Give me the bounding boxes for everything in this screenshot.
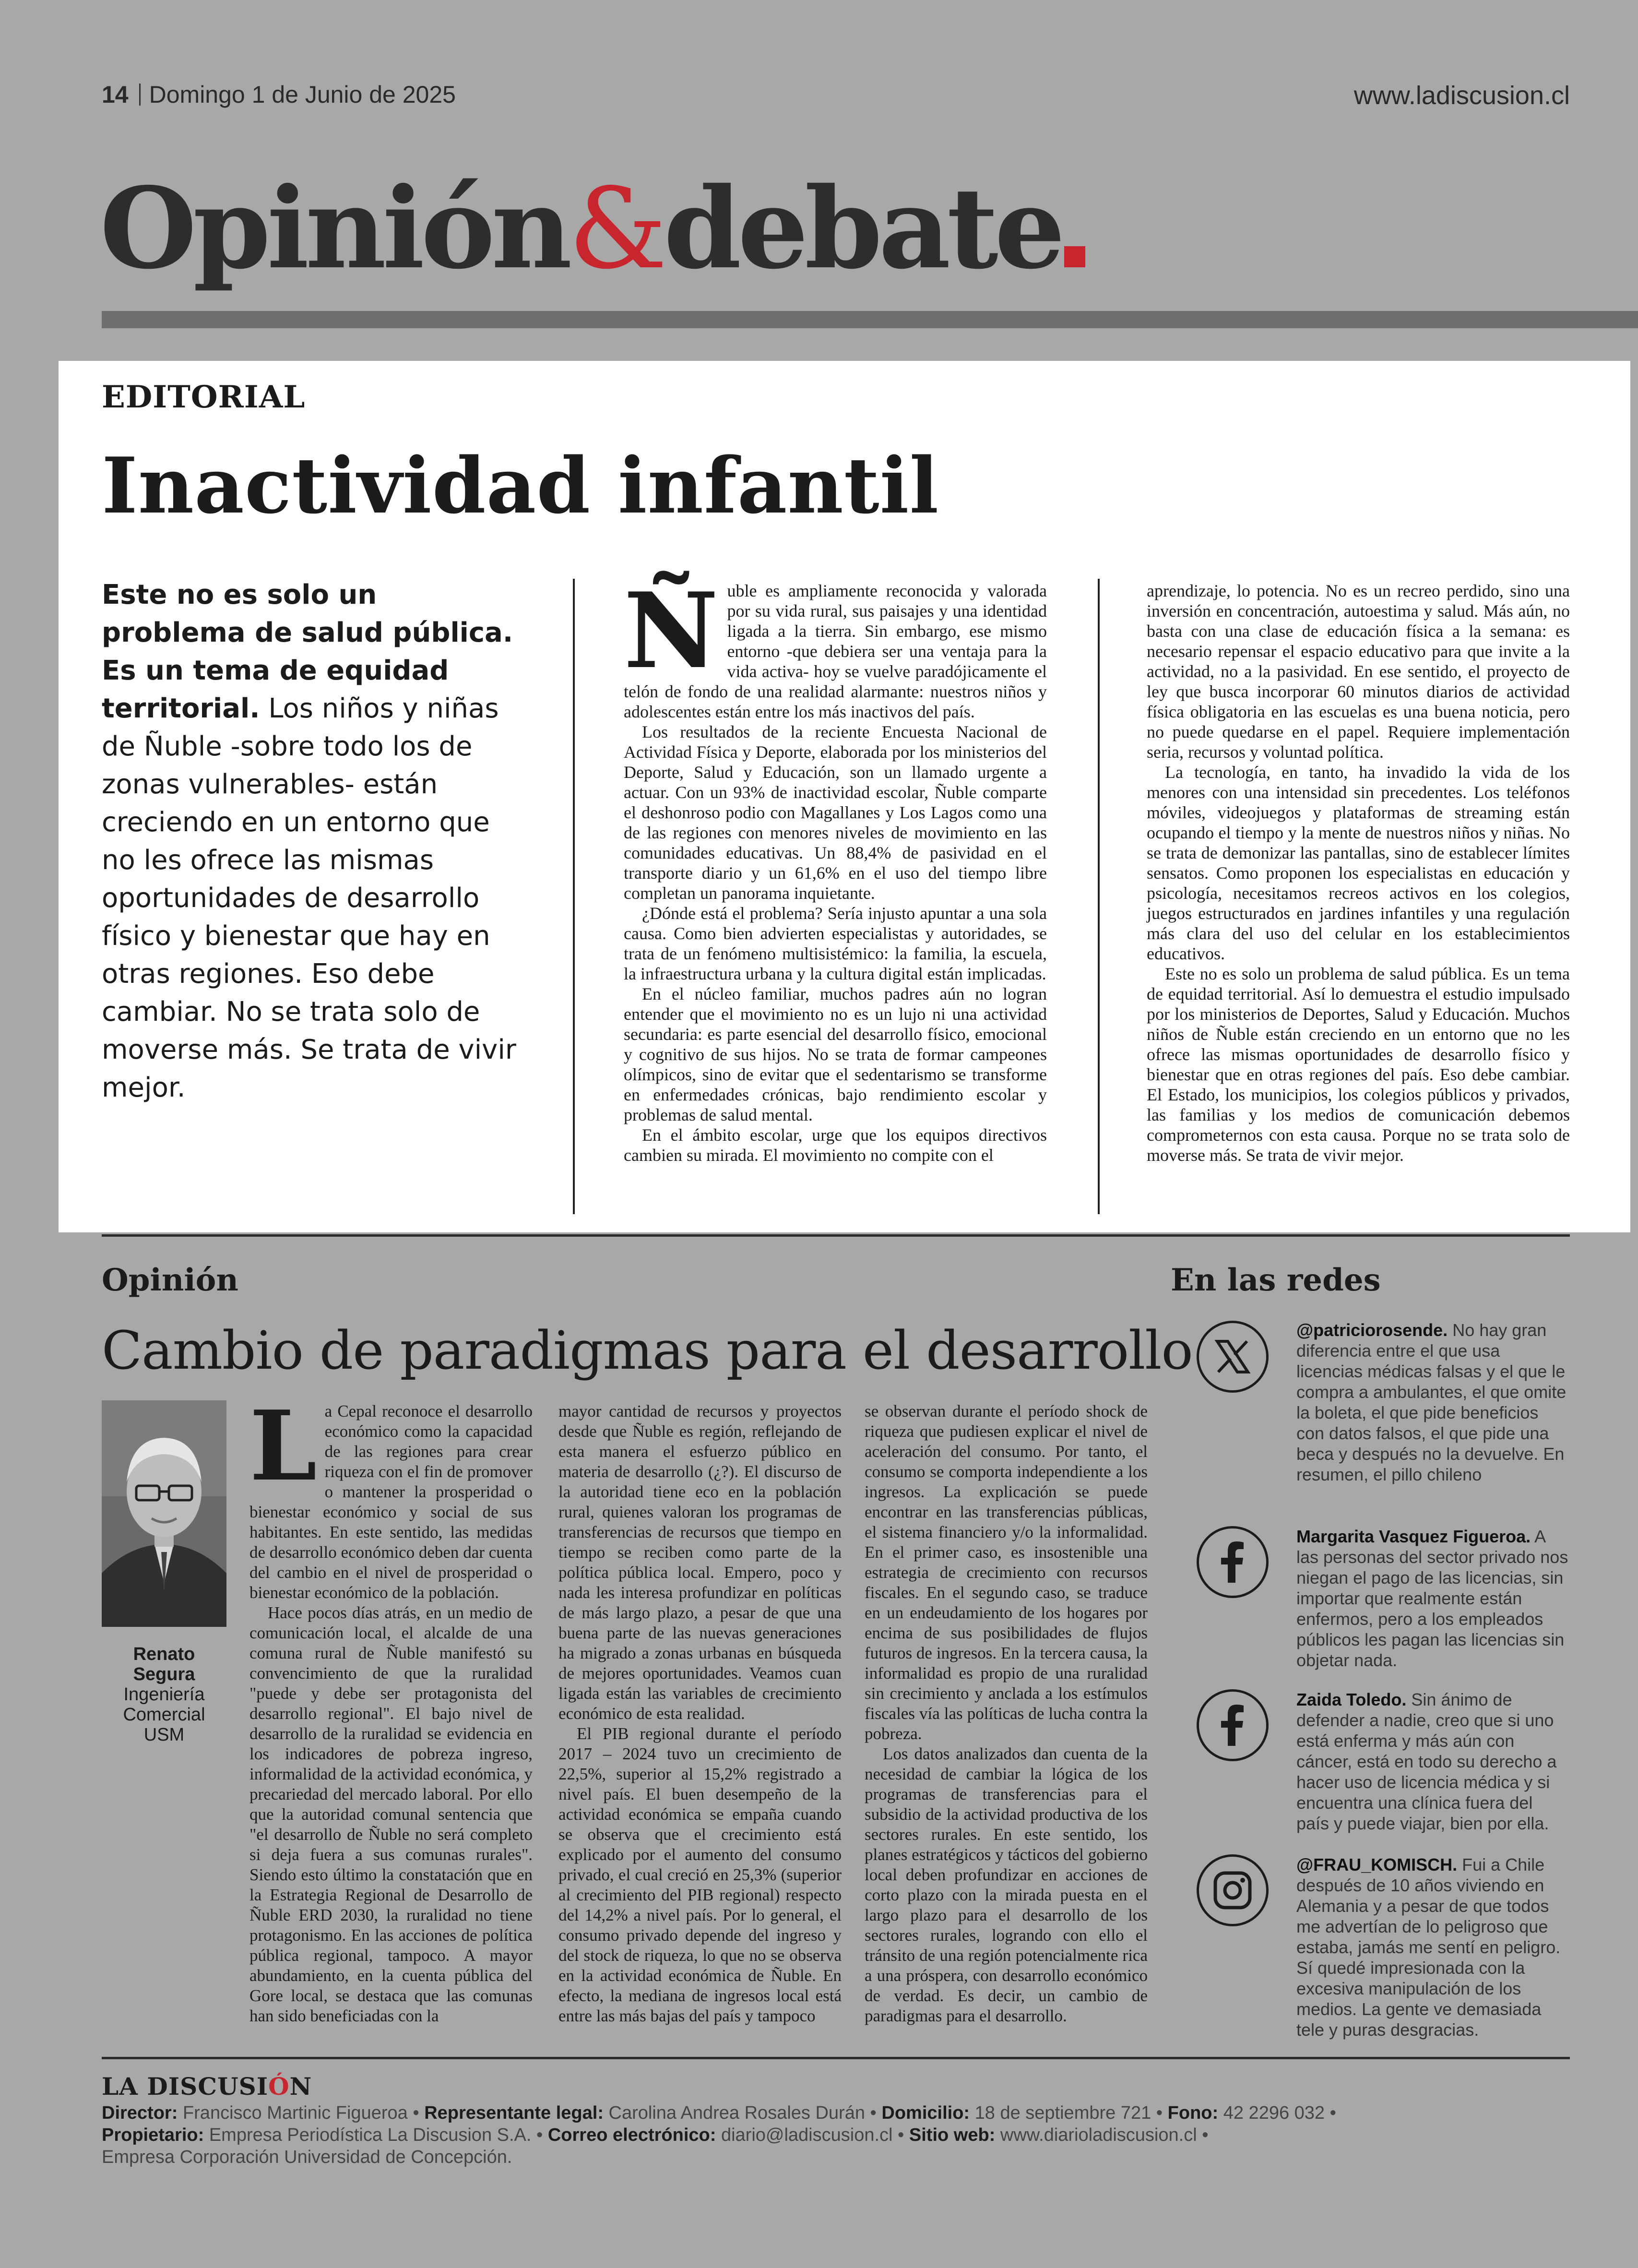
masthead-word-opinion: Opinión xyxy=(100,163,569,294)
social-label: En las redes xyxy=(1171,1262,1381,1298)
footer-logo-accent: Ó xyxy=(268,2072,290,2101)
editorial-lead-bold: Este no es solo un problema de salud pública. Es un tema de equidad territorial. xyxy=(102,579,513,724)
facebook-icon xyxy=(1197,1689,1269,1761)
footer-label: Representante legal: xyxy=(424,2103,604,2123)
x-icon xyxy=(1197,1321,1269,1393)
opinion-label: Opinión xyxy=(102,1262,238,1298)
editorial-paragraph: ¿Dónde está el problema? Sería injusto apuntar a una sola causa. Como bien advierten especialistas y autoridades, se trata de un fenómeno multisistémico: la familia, la escuela, la infraestructura urbana y la cultura digital están implicadas. xyxy=(624,904,1047,983)
footer-web-link[interactable]: www.diarioladiscusion.cl xyxy=(1000,2125,1197,2145)
column-divider xyxy=(1098,579,1100,1214)
footer-label: Director: xyxy=(102,2103,178,2123)
post-handle: @FRAU_KOMISCH. xyxy=(1296,1855,1458,1874)
post-text: No hay gran diferencia entre el que usa licencias médicas falsas y el que le compra a ambulantes, el que omite la boleta, el que pide beneficios con datos falsos, el que pide una beca y después no la devuelve. En resumen, el pillo chileno xyxy=(1296,1320,1567,1484)
issue-date: Domingo 1 de Junio de 2025 xyxy=(149,81,456,108)
editorial-paragraph: En el núcleo familiar, muchos padres aún no logran entender que el movimiento no es un lujo ni una actividad secundaria: es parte esencial del desarrollo físico, emocional y cognitivo de sus hijos. No se trata de formar campeones olímpicos, sino de evitar que el sedentarismo se transforme en enfermedades crónicas, bajo rendimiento escolar y problemas de salud mental. xyxy=(624,984,1047,1124)
post-text: Sin ánimo de defender a nadie, creo que si uno está enferma y más aún con cáncer, está en todo su derecho a hacer uso de licencia médica y si encuentra una clínica fuera del país y puede viajar, bien por ella. xyxy=(1296,1690,1557,1833)
author-portrait-icon xyxy=(102,1400,226,1627)
section-masthead xyxy=(100,163,1085,294)
footer-credits xyxy=(102,2102,1541,2168)
footer-value: Empresa Periodística La Discusion S.A. xyxy=(209,2125,532,2145)
editorial-paragraph: uble es ampliamente reconocida y valorada por su vida rural, sus paisajes y una identidad ligada a la tierra. Sin embargo, ese mismo entorno -que debiera ser una ventaja para la vida activa- hoy se vuelve paradójicamente el telón de fondo de una realidad alarmante: nuestros niños y adolescentes están entre los más inactivos del país. xyxy=(624,581,1047,721)
post-handle: Zaida Toledo. xyxy=(1296,1690,1407,1709)
footer-label: Propietario: xyxy=(102,2125,204,2145)
social-post xyxy=(1296,1320,1570,1485)
post-text: Fui a Chile después de 10 años viviendo en Alemania y a pesar de que todos me advertían de lo peligroso que estaba, jamás me sentí en peligro. Sí quedé impresionada con la excesiva manipulación de los medios. La gente ve demasiada tele y puras desgracias. xyxy=(1296,1855,1561,2040)
footer-line-1: Director: Francisco Martinic Figueroa • Representante legal: Carolina Andrea Rosales Durán • Domicilio: 18 de septiembre 721 • Fono: 42 2296 032 • xyxy=(102,2103,1336,2123)
editorial-title: Inactividad infantil xyxy=(102,441,939,531)
masthead-word-debate: debate xyxy=(664,163,1062,294)
page-header-left xyxy=(102,81,456,108)
opinion-column-3 xyxy=(865,1401,1148,2026)
editorial-drop-cap: Ñ xyxy=(624,570,719,692)
footer-value: 42 2296 032 xyxy=(1223,2103,1325,2123)
editorial-column-2 xyxy=(624,570,1047,1165)
author-first-name: Renato xyxy=(133,1644,195,1664)
opinion-paragraph: El PIB regional durante el período 2017 – 2024 tuvo un crecimiento de 22,5%, superior al 15,2% registrado a nivel país. El buen desempeño de la actividad económica se empaña cuando se observa que el crecimiento está explicado por el aumento del consumo privado, el cual creció en 25,3% (superior al crecimiento del PIB regional) respecto del 14,2% a nivel país. Por lo general, el consumo privado depende del ingreso y del stock de riqueza, lo que no se observa en la actividad económica de Ñuble. En efecto, la mediana de ingresos local está entre las más bajas del país y tampoco xyxy=(558,1724,842,2025)
column-divider xyxy=(573,579,575,1214)
footer-label: Fono: xyxy=(1167,2103,1219,2123)
footer-rule xyxy=(102,2057,1570,2059)
post-handle: @patriciorosende. xyxy=(1296,1320,1448,1340)
opinion-paragraph: se observan durante el período shock de riqueza que pudiesen explicar el nivel de aceleración del consumo. Por tanto, el consumo se comporta independiente a los ingresos. La explicación se puede encontrar en las transferencias públicas, el sistema financiero y/o la informalidad. En el primer caso, es insostenible una estrategia de crecimiento con recursos fiscales. En el segundo caso, se traduce en un endeudamiento de los hogares por encima de sus posibilidades de flujos futuros de ingresos. En la tercera causa, la informalidad es propio de una ruralidad sin crecimiento y anclada a los estímulos fiscales vía las políticas de lucha contra la pobreza. xyxy=(865,1402,1148,1743)
post-handle: Margarita Vasquez Figueroa. xyxy=(1296,1527,1531,1546)
editorial-label: EDITORIAL xyxy=(102,379,306,415)
social-post xyxy=(1296,1526,1570,1671)
editorial-lead xyxy=(102,576,519,1107)
editorial-paragraph: aprendizaje, lo potencia. No es un recreo perdido, sino una inversión en concentración, autoestima y salud. Más aún, no basta con una clase de educación física a la semana: es necesario repensar el espacio educativo para que invite a la actividad, no a la pasividad. En ese sentido, el proyecto de ley que busca incorporar 60 minutos diarios de actividad física obligatoria en las escuelas es una buena noticia, pero no puede quedarse en el papel. Requiere implementación seria, recursos y voluntad política. xyxy=(1147,581,1570,762)
editorial-paragraph: Los resultados de la reciente Encuesta Nacional de Actividad Física y Deporte, elaborada por los ministerios del Deporte, Salud y Educación, son un llamado urgente a actuar. Con un 93% de inactividad escolar, Ñuble comparte el deshonroso podio con Magallanes y Los Lagos como una de las regiones con menores niveles de movimiento en las comunidades educativas. Un 88,4% de pasividad en el transporte diario y un 61,6% en el uso del tiempo libre completan un panorama inquietante. xyxy=(624,722,1047,903)
website-link[interactable]: www.ladiscusion.cl xyxy=(1353,81,1570,110)
editorial-lead-text: Los niños y niñas de Ñuble -sobre todo los de zonas vulnerables- están creciendo en un entorno que no les ofrece las mismas oportunidades de desarrollo físico y bienestar que hay en otras regiones. Eso debe cambiar. No se trata solo de moverse más. Se trata de vivir mejor. xyxy=(102,693,516,1103)
author-credit xyxy=(102,1644,226,1745)
footer-logo-text: LA DISCUSI xyxy=(102,2072,269,2101)
masthead-red-dot xyxy=(1064,246,1085,267)
footer-logo xyxy=(102,2072,312,2101)
footer-label: Correo electrónico: xyxy=(547,2125,716,2145)
page-number: 14 xyxy=(102,81,129,108)
footer-line-2: Propietario: Empresa Periodística La Discusion S.A. • Correo electrónico: diario@ladiscusion.cl • Sitio web: www.diarioladiscusion.cl • xyxy=(102,2125,1209,2145)
footer-label: Sitio web: xyxy=(909,2125,996,2145)
opinion-column-2 xyxy=(558,1401,842,2026)
opinion-drop-cap: L xyxy=(249,1390,317,1503)
social-post xyxy=(1296,1854,1570,2040)
editorial-column-3 xyxy=(1147,581,1570,1165)
instagram-icon xyxy=(1197,1854,1269,1926)
masthead-rule xyxy=(102,311,1638,328)
footer-line-3: Empresa Corporación Universidad de Concepción. xyxy=(102,2147,512,2167)
footer-value: 18 de septiembre 721 xyxy=(974,2103,1151,2123)
author-role: Ingeniería Comercial USM xyxy=(123,1684,205,1745)
opinion-column-1 xyxy=(249,1390,533,2026)
post-text: A las personas del sector privado nos niegan el pago de las licencias, sin importar que realmente están enfermos, pero a los empleados públicos les pagan las licencias sin objetar nada. xyxy=(1296,1527,1568,1670)
footer-logo-text: N xyxy=(289,2072,312,2101)
author-photo xyxy=(102,1400,226,1627)
editorial-paragraph: Este no es solo un problema de salud pública. Es un tema de equidad territorial. Así lo demuestra el estudio impulsado por los ministerios de Deportes, Salud y Educación. Muchos niños de Ñuble están creciendo en un entorno que no les ofrece las mismas oportunidades de desarrollo físico y bienestar que en otras regiones del país. Eso debe cambiar. El Estado, los municipios, los colegios públicos y privados, las familias y los medios de comunicación debemos comprometernos con esta causa. Porque no se trata solo de moverse más. Se trata de vivir mejor. xyxy=(1147,964,1570,1165)
editorial-paragraph: En el ámbito escolar, urge que los equipos directivos cambien su mirada. El movimiento no compite con el xyxy=(624,1125,1047,1165)
masthead-ampersand: & xyxy=(568,164,664,294)
footer-value: Carolina Andrea Rosales Durán xyxy=(608,2103,865,2123)
opinion-paragraph: mayor cantidad de recursos y proyectos desde que Ñuble es región, reflejando de esta manera el esfuerzo público en materia de desarrollo (¿?). El discurso de la autoridad tiene eco en la población rural, quienes valoran los programas de transferencias de recursos que tiempo en tiempo se reciben como parte de la política pública local. Empero, poco y nada les interesa profundizar en políticas de más largo plazo, a pesar de que una buena parte de las nuevas generaciones ha migrado a zonas urbanas en búsqueda de mejores oportunidades. Veamos cuan ligada están las variables de crecimiento económico de esta realidad. xyxy=(558,1402,842,1723)
opinion-paragraph: a Cepal reconoce el desarrollo económico como la capacidad de las regiones para crear riqueza con el fin de promover o mantener la prosperidad o bienestar económico y social de sus habitantes. En este sentido, las medidas de desarrollo económico deben dar cuenta del cambio en el nivel de prosperidad o bienestar económico de la población. xyxy=(249,1402,533,1602)
opinion-paragraph: Hace pocos días atrás, en un medio de comunicación local, el alcalde de una comuna rural de Ñuble manifestó su convencimiento de que la ruralidad "puede y debe ser protagonista del desarrollo regional". El bajo nivel de desarrollo de la ruralidad se evidencia en los indicadores de pobreza ingreso, informalidad de la actividad económica, y precariedad del mercado laboral. Por ello que la autoridad comunal sentencia que "el desarrollo de Ñuble no será completo si deja fuera a sus comunas rurales". Siendo esto último la constatación que en la Estrategia Regional de Desarrollo de Ñuble ERD 2030, la ruralidad no tiene protagonismo. En las acciones de política pública regional, tampoco. A mayor abundamiento, en la cuenta pública del Gore local, se destaca que las comunas han sido beneficiadas con la xyxy=(249,1603,533,2025)
editorial-paragraph: La tecnología, en tanto, ha invadido la vida de los menores con una intensidad sin precedentes. Los teléfonos móviles, videojuegos y plataformas de streaming están ocupando el tiempo y la mente de nuestros niños y niñas. No se trata de demonizar las pantallas, sino de establecer límites sensatos. Como proponen los especialistas en educación y psicología, necesitamos recreos activos en los colegios, juegos estructurados en jardines infantiles y una regulación más clara del uso del celular en los establecimientos educativos. xyxy=(1147,763,1570,963)
section-rule xyxy=(102,1234,1570,1237)
social-post xyxy=(1296,1689,1570,1834)
opinion-paragraph: Los datos analizados dan cuenta de la necesidad de cambiar la lógica de los programas de transferencias para el subsidio de la actividad productiva de los sectores rurales. En este sentido, los planes estratégicos y tácticos del gobierno local deben profundizar en acciones de corto plazo con la mirada puesta en el largo plazo para el desarrollo de los sectores rurales, logrando con ello el tránsito de una región potencialmente rica a una próspera, con desarrollo económico de verdad. Es decir, un cambio de paradigmas para el desarrollo. xyxy=(865,1744,1148,2025)
footer-email-link[interactable]: diario@ladiscusion.cl xyxy=(721,2125,893,2145)
author-last-name: Segura xyxy=(133,1664,195,1684)
footer-label: Domicilio: xyxy=(881,2103,970,2123)
footer-value: Francisco Martinic Figueroa xyxy=(182,2103,408,2123)
opinion-title: Cambio de paradigmas para el desarrollo xyxy=(102,1320,1193,1381)
facebook-icon xyxy=(1197,1526,1269,1598)
